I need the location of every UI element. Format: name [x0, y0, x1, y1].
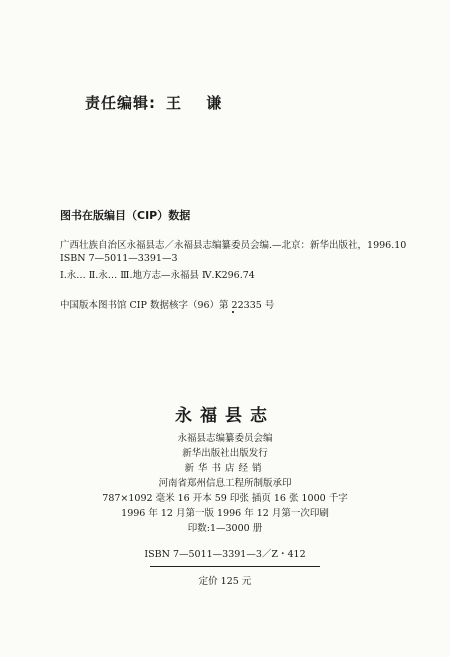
- editor-name: 王 谦: [166, 94, 232, 112]
- format-line: 787×1092 毫米 16 开本 59 印张 插页 16 张 1000 千字: [102, 493, 348, 504]
- price-line: 定价 125 元: [198, 576, 252, 587]
- book-title: 永福县志: [175, 406, 275, 426]
- editor-label: 责任编辑:: [85, 94, 156, 112]
- isbn-footer: ISBN 7—5011—3391—3／Z・412: [144, 549, 306, 560]
- print-run-line: 印数:1—3000 册: [187, 523, 263, 534]
- divider-rule: [150, 566, 320, 567]
- printer-line: 河南省郑州信息工程所制版承印: [158, 478, 292, 489]
- cip-data-number: 中国版本图书馆 CIP 数据核字（96）第 22335 号: [60, 300, 275, 311]
- cip-heading: 图书在版编目（CIP）数据: [60, 209, 191, 222]
- distributor-line: 新华书店经销: [184, 463, 266, 474]
- edition-line: 1996 年 12 月第一版 1996 年 12 月第一次印刷: [121, 508, 329, 519]
- cip-catalog-line: 广西壮族自治区永福县志／永福县志编纂委员会编.—北京：新华出版社，1996.10: [60, 240, 407, 251]
- responsible-editor: [85, 92, 231, 113]
- speck-mark: [232, 311, 234, 313]
- compiler-line: 永福县志编纂委员会编: [177, 433, 273, 444]
- publisher-line: 新华出版社出版发行: [182, 448, 268, 459]
- cip-isbn-line: ISBN 7—5011—3391—3: [60, 253, 178, 264]
- cip-subject-line: Ⅰ.永… Ⅱ.永… Ⅲ.地方志—永福县 Ⅳ.K296.74: [60, 270, 255, 281]
